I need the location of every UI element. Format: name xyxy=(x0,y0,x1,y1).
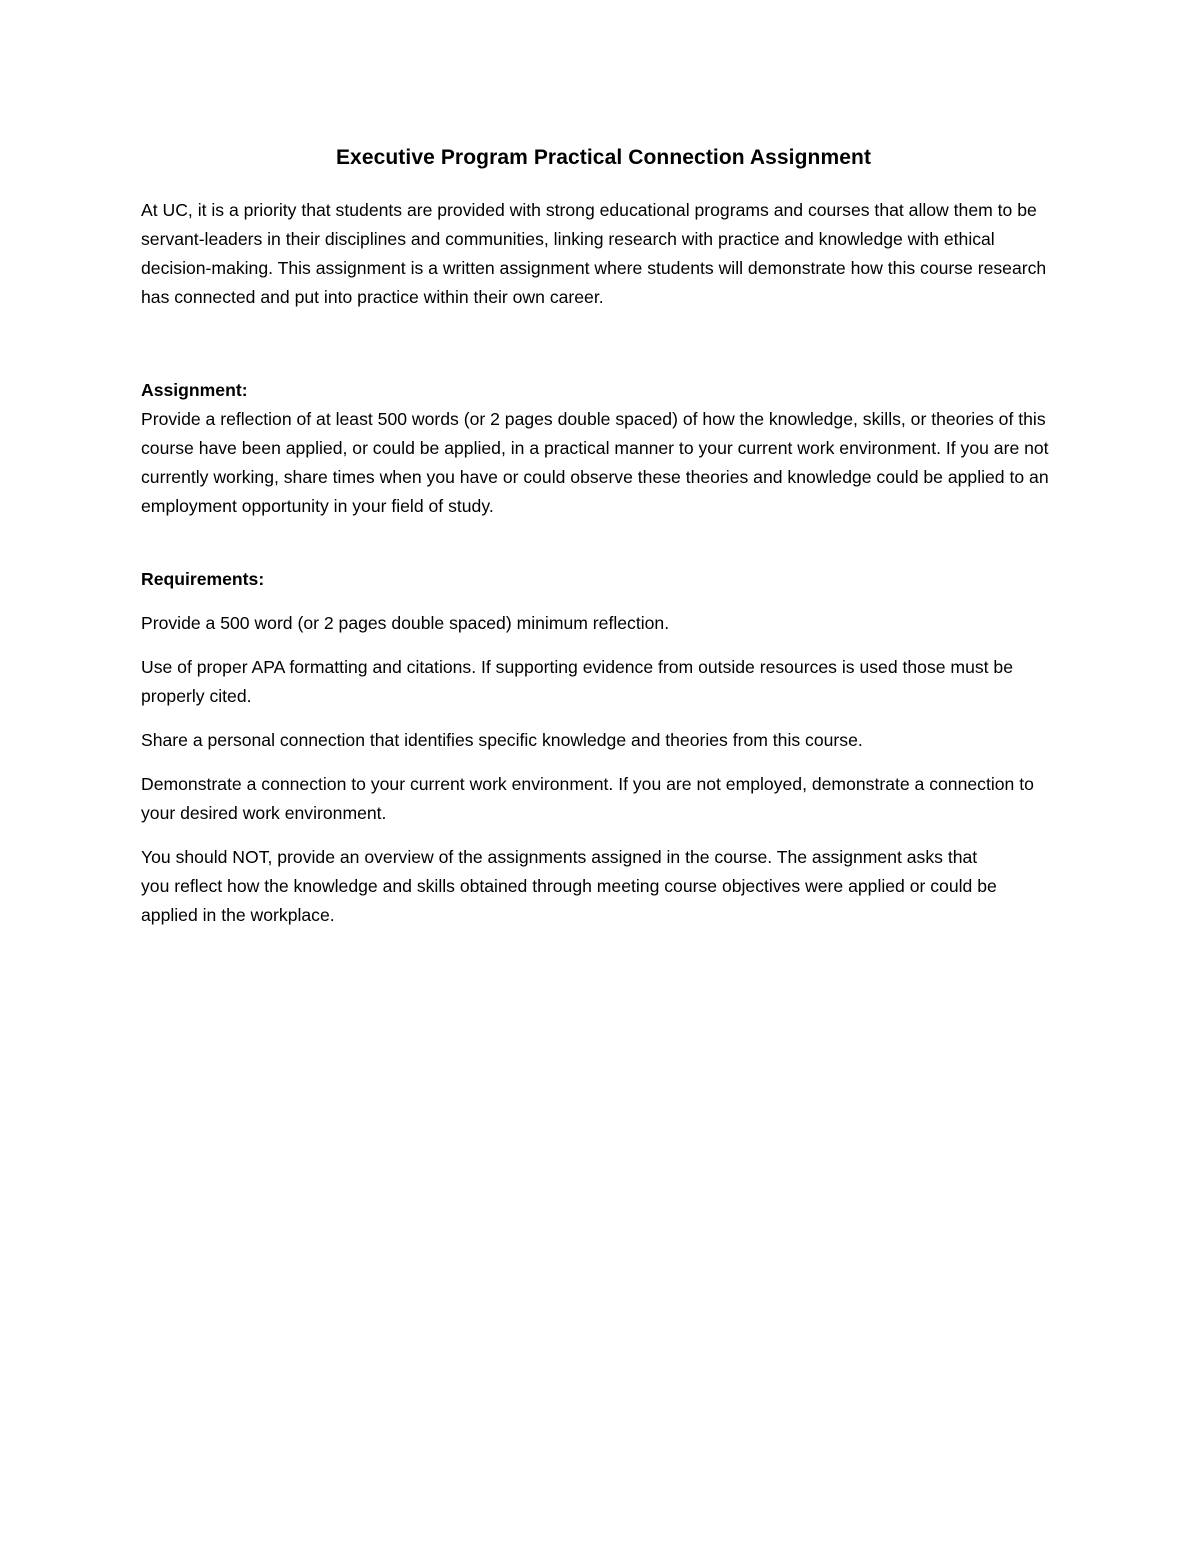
requirement-item: Share a personal connection that identifies specific knowledge and theories from this course. xyxy=(141,730,863,750)
requirement-item: Demonstrate a connection to your current work environment. If you are not employed, demonstrate a connection to your desired work environment. xyxy=(141,774,1034,823)
requirements-list xyxy=(141,609,1066,930)
requirement-item: You should NOT, provide an overview of the assignments assigned in the course. The assignment asks that you reflect how the knowledge and skills obtained through meeting course objectives were applied or could be applied in the workplace. xyxy=(141,847,997,925)
intro-paragraph: At UC, it is a priority that students are provided with strong educational programs and courses that allow them to be servant-leaders in their disciplines and communities, linking research with practice and knowledge with ethical decision-making. This assignment is a written assignment where students will demonstrate how this course research has connected and put into practice within their own career. xyxy=(141,200,1047,307)
document-content xyxy=(141,141,1066,945)
requirements-heading: Requirements: xyxy=(141,569,265,589)
requirement-item: Provide a 500 word (or 2 pages double spaced) minimum reflection. xyxy=(141,613,670,633)
assignment-body: Provide a reflection of at least 500 words (or 2 pages double spaced) of how the knowledge, skills, or theories of this course have been applied, or could be applied, in a practical manner to your current work environment. If you are not currently working, share times when you have or could observe these theories and knowledge could be applied to an employment opportunity in your field of study. xyxy=(141,409,1049,516)
assignment-heading: Assignment: xyxy=(141,380,248,400)
requirement-item: Use of proper APA formatting and citations. If supporting evidence from outside resources is used those must be properly cited. xyxy=(141,657,1014,706)
document-title: Executive Program Practical Connection Assignment xyxy=(335,146,872,169)
